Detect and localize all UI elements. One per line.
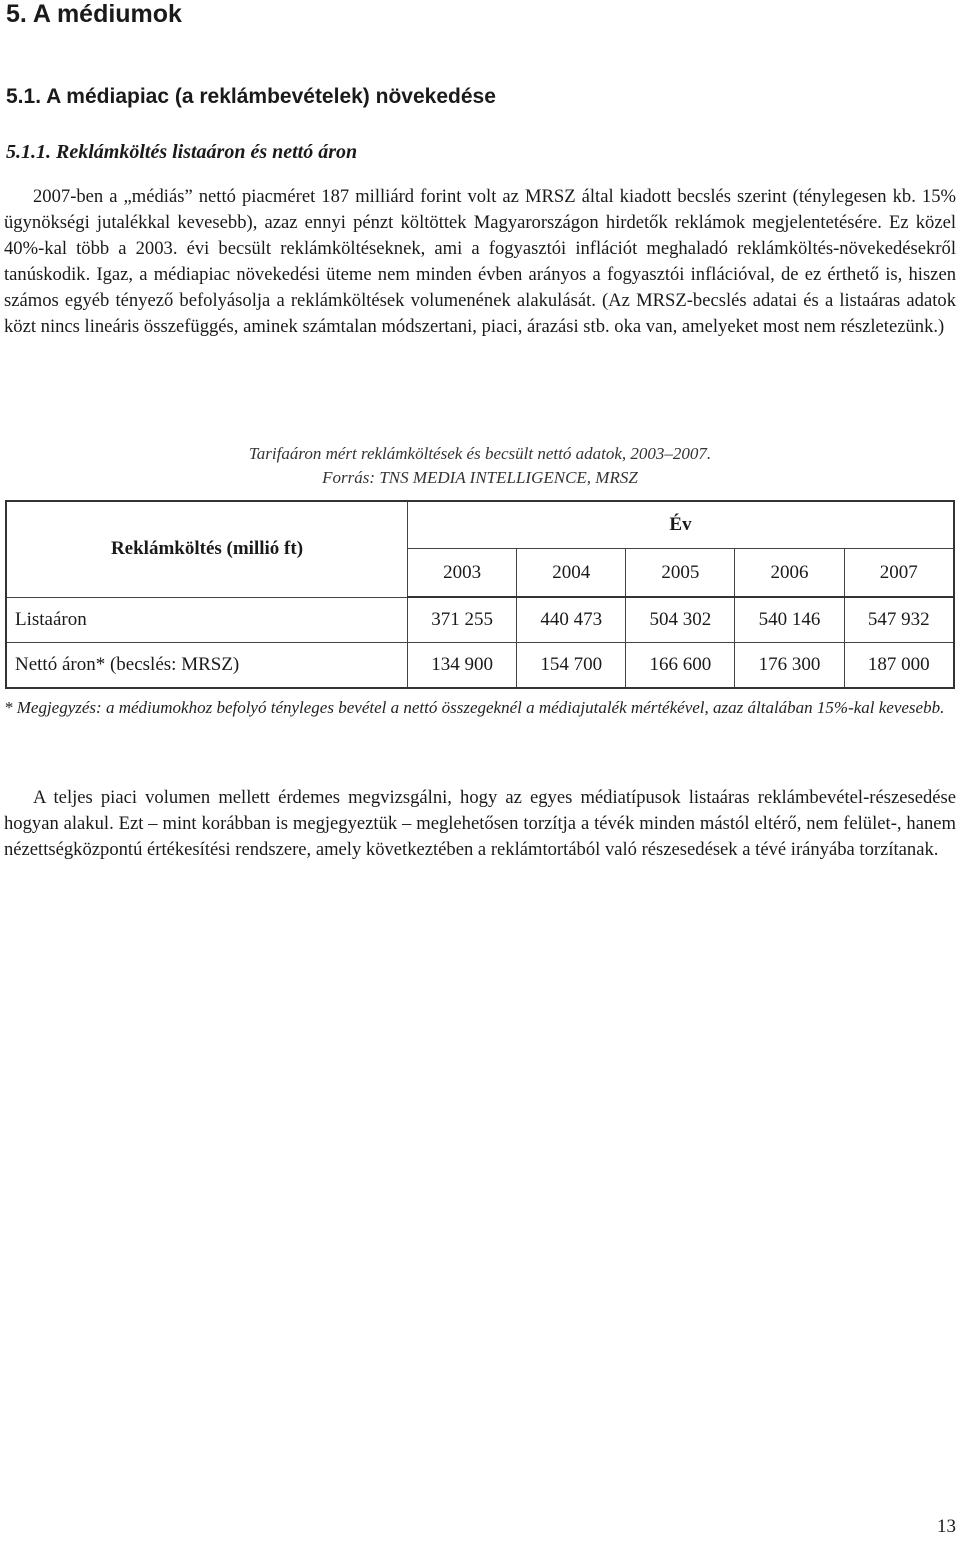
section-heading: 5.1. A médiapiac (a reklámbevételek) növekedése (6, 85, 496, 108)
table-caption-title: Tarifaáron mért reklámköltések és becsült nettó adatok, 2003–2007. (248, 444, 712, 463)
year-header: 2004 (517, 549, 626, 598)
table-cell: 134 900 (408, 643, 517, 689)
table-row-header: Reklámköltés (millió ft) (6, 501, 408, 597)
table-cell: 547 932 (844, 597, 954, 643)
table-row (6, 597, 954, 643)
table-cell: 154 700 (517, 643, 626, 689)
spending-table (5, 500, 955, 689)
table-caption-source: Forrás: TNS MEDIA INTELLIGENCE, MRSZ (322, 468, 638, 487)
table-cell: 187 000 (844, 643, 954, 689)
page-number: 13 (937, 1516, 956, 1537)
table-footnote: * Megjegyzés: a médiumokhoz befolyó tényleges bevétel a nettó összegeknél a médiajutalék mértékével, azaz általában 15%-kal kevesebb. (4, 698, 945, 717)
table-row (6, 643, 954, 689)
table-cell: 540 146 (735, 597, 844, 643)
intro-paragraph: 2007-ben a „médiás” nettó piacméret 187 milliárd forint volt az MRSZ által kiadott becslés szerint (ténylegesen kb. 15% ügynökségi jutalékkal kevesebb), azaz ennyi pénzt költöttek Magyarországon hirdetők reklámok megjelentetésére. Ez közel 40%-kal több a 2003. évi becsült reklámköltéseknek, ami a fogyasztói inflációt meghaladó reklámköltés-növekedésekről tanúskodik. Igaz, a médiapiac növekedési üteme nem minden évben arányos a fogyasztói inflációval, de ez érthető is, hiszen számos egyéb tényező befolyásolja a reklámköltések volumenének alakulását. (Az MRSZ-becslés adatai és a listaáras adatok közt nincs lineáris összefüggés, aminek számtalan módszertani, piaci, árazási stb. oka van, amelyeket most nem részletezünk.) (4, 186, 956, 337)
chapter-heading: 5. A médiumok (6, 0, 182, 28)
table-cell: 504 302 (626, 597, 735, 643)
subsection-heading: 5.1.1. Reklámköltés listaáron és nettó áron (6, 141, 358, 163)
year-header: 2005 (626, 549, 735, 598)
table-cell: 166 600 (626, 643, 735, 689)
table-cell: 176 300 (735, 643, 844, 689)
table-cell: 371 255 (408, 597, 517, 643)
year-header: 2003 (408, 549, 517, 598)
table-cell: 440 473 (517, 597, 626, 643)
year-header: 2006 (735, 549, 844, 598)
closing-paragraph: A teljes piaci volumen mellett érdemes megvizsgálni, hogy az egyes médiatípusok listaáras reklámbevétel-részesedése hogyan alakul. Ezt – mint korábban is megjegyeztük – meglehetősen torzítja a tévék minden mástól eltérő, nem felület-, hanem nézettségközpontú értékesítési rendszere, amely következtében a reklámtortából való részesedések a tévé irányába torzítanak. (4, 787, 956, 860)
year-header: 2007 (844, 549, 954, 598)
table-column-group-header: Év (408, 501, 955, 549)
row-label: Nettó áron* (becslés: MRSZ) (6, 643, 408, 689)
row-label: Listaáron (6, 597, 408, 643)
